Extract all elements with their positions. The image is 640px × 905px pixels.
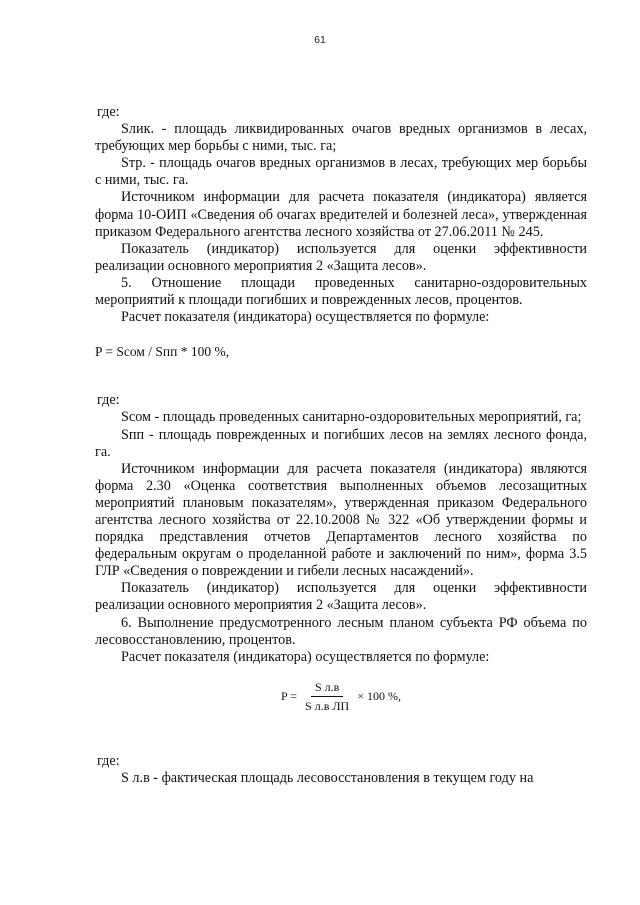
formula-intro: Расчет показателя (индикатора) осуществляется по формуле: (121, 309, 490, 326)
formula-lhs: P = (281, 688, 298, 703)
source-paragraph: Источником информации для расчета показателя (индикатора) являются форма 2.30 «Оценка соответствия выполненных объемов лесозащитных мероприятий плановым показателям», утвержденная приказом Федерального агентства лесного хозяйства от 22.10.2008 № 322 «Об утверждении формы и порядка представления отчетов Департаментов лесного хозяйства по федеральным округам о проделанной работе и заключений по ним», форма 3.5 ГЛР «Сведения о повреждении и гибели лесных насаждений». (95, 460, 587, 580)
indicator-6-heading: 6. Выполнение предусмотренного лесным планом субъекта РФ объема по лесовосстановлению, процентов. (95, 614, 587, 648)
page-number: 61 (314, 34, 326, 46)
formula-rhs: × 100 %, (357, 688, 401, 703)
usage-paragraph: Показатель (индикатор) используется для оценки эффективности реализации основного мероприятия 2 «Защита лесов». (95, 580, 587, 614)
formula-numerator: S л.в (311, 680, 343, 697)
formula-sanitary: P = Sсом / Sпп * 100 %, (95, 344, 230, 360)
definition-s-som: Sсом - площадь проведенных санитарно-оздоровительных мероприятий, га; (121, 409, 582, 426)
formula-denominator: S л.в ЛП (305, 698, 350, 713)
indicator-5-heading: 5. Отношение площади проведенных санитарно-оздоровительных мероприятий к площади погибших и поврежденных лесов, процентов. (95, 274, 587, 309)
where-label: где: (97, 104, 120, 120)
where-label: где: (97, 752, 120, 769)
where-label: где: (97, 392, 120, 409)
definition-s-lik: Sлик. - площадь ликвидированных очагов вредных организмов в лесах, требующих мер борьбы с ними, тыс. га; (95, 121, 587, 155)
formula-fraction (301, 680, 353, 713)
formula-reforestation (95, 680, 587, 713)
source-paragraph: Источником информации для расчета показателя (индикатора) является форма 10-ОИП «Сведения об очагах вредителей и болезней леса», утвержденная приказом Федерального агентства лесного хозяйства от 27.06.2011 № 245. (95, 189, 587, 240)
definition-s-tr: Sтр. - площадь очагов вредных организмов в лесах, требующих мер борьбы с ними, тыс. га. (95, 155, 587, 189)
document-body (95, 104, 587, 787)
definition-s-pp: Sпп - площадь поврежденных и погибших лесов на землях лесного фонда, га. (95, 426, 587, 460)
usage-paragraph: Показатель (индикатор) используется для оценки эффективности реализации основного мероприятия 2 «Защита лесов». (95, 240, 587, 274)
definition-s-lv: S л.в - фактическая площадь лесовосстановления в текущем году на (121, 769, 534, 786)
formula-intro: Расчет показателя (индикатора) осуществляется по формуле: (121, 648, 490, 665)
